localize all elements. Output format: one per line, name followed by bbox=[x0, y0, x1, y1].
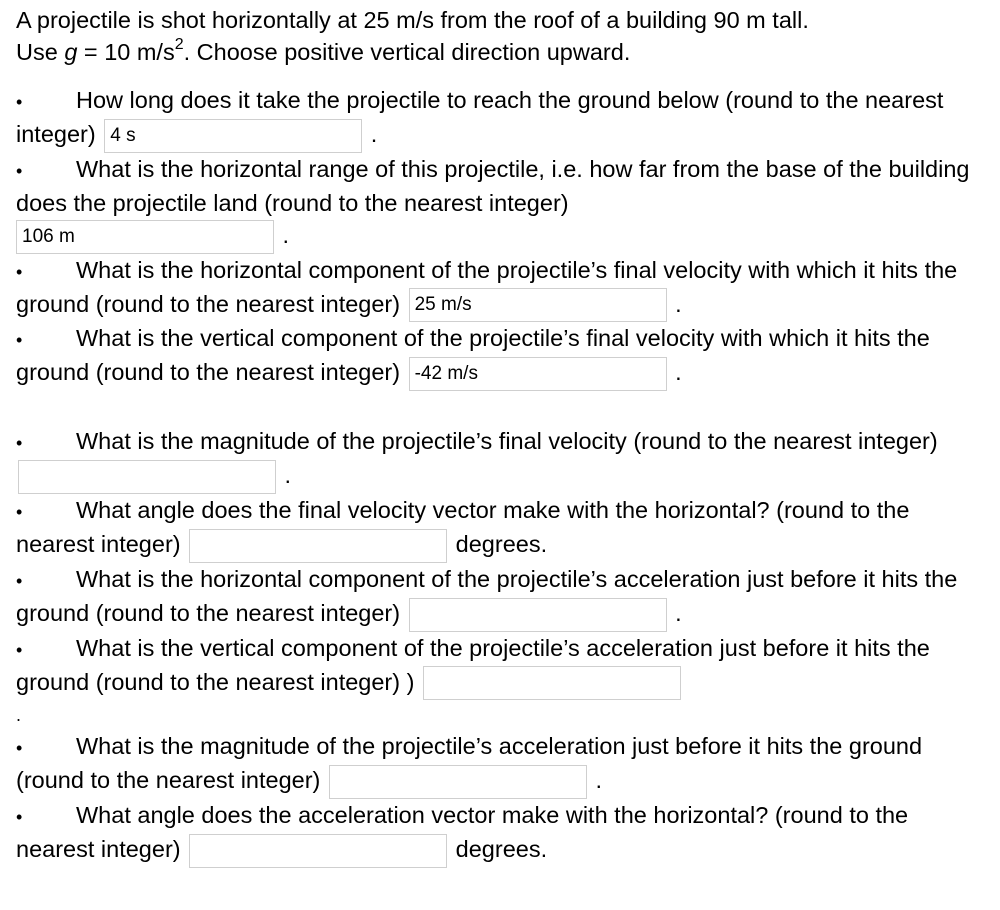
question-suffix: . bbox=[675, 359, 682, 386]
intro-line2-suffix: . Choose positive vertical direction upward. bbox=[183, 39, 631, 65]
answer-input-velocity-angle[interactable] bbox=[189, 529, 447, 563]
bullet-icon bbox=[16, 254, 76, 288]
question-acceleration-angle bbox=[16, 799, 991, 868]
question-text: What is the vertical component of the projectile’s final velocity with which it hits the ground (round to the nearest integer) bbox=[16, 325, 930, 386]
question-text: What angle does the final velocity vector make with the horizontal? (round to the nearest integer) bbox=[16, 496, 910, 557]
bullet-icon bbox=[16, 84, 76, 118]
answer-input-final-ax[interactable] bbox=[409, 598, 667, 632]
answer-input-final-vy[interactable]: -42 m/s bbox=[409, 357, 667, 391]
bullet-icon bbox=[16, 563, 76, 597]
bullet-icon bbox=[16, 153, 76, 187]
stray-bullet-dot: . bbox=[16, 705, 22, 726]
bullet-icon bbox=[16, 494, 76, 528]
answer-input-range[interactable]: 106 m bbox=[16, 220, 274, 254]
answer-input-final-vx[interactable]: 25 m/s bbox=[409, 288, 667, 322]
question-final-velocity-angle bbox=[16, 494, 991, 563]
question-text: What is the magnitude of the projectile’s acceleration just before it hits the ground (round to the nearest integer) bbox=[16, 733, 923, 794]
question-suffix: . bbox=[675, 290, 682, 317]
bullet-icon bbox=[16, 322, 76, 356]
question-suffix: . bbox=[284, 462, 292, 489]
question-suffix: . bbox=[282, 221, 290, 248]
bullet-icon bbox=[16, 425, 76, 459]
problem-statement bbox=[16, 4, 991, 68]
question-suffix: . bbox=[595, 767, 602, 794]
answer-input-final-speed[interactable] bbox=[18, 460, 276, 494]
question-horizontal-range bbox=[16, 153, 991, 254]
intro-line2-eq: = 10 m/s bbox=[77, 39, 175, 65]
question-text: What angle does the acceleration vector make with the horizontal? (round to the nearest integer) bbox=[16, 802, 909, 863]
spacer bbox=[16, 391, 991, 425]
question-final-vx bbox=[16, 254, 991, 323]
g-symbol: g bbox=[64, 39, 78, 65]
answer-input-acceleration-magnitude[interactable] bbox=[329, 765, 587, 799]
question-text: What is the horizontal component of the projectile’s acceleration just before it hits the ground (round to the nearest integer) bbox=[16, 565, 958, 626]
question-suffix: degrees. bbox=[455, 836, 548, 863]
answer-input-time[interactable]: 4 s bbox=[104, 119, 362, 153]
stray-bullet bbox=[16, 700, 991, 730]
question-time-to-ground bbox=[16, 84, 991, 153]
question-text: How long does it take the projectile to reach the ground below (round to the nearest integer) bbox=[16, 87, 944, 147]
question-final-vy bbox=[16, 322, 991, 391]
question-text: What is the vertical component of the projectile’s acceleration just before it hits the ground (round to the nearest integer) ) bbox=[16, 634, 930, 695]
question-suffix: . bbox=[675, 599, 682, 626]
intro-line2-prefix: Use bbox=[16, 39, 65, 65]
bullet-icon bbox=[16, 730, 76, 764]
problem-page bbox=[16, 4, 991, 868]
intro-line1: A projectile is shot horizontally at 25 m/s from the roof of a building 90 m tall. bbox=[16, 7, 809, 33]
bullet-icon bbox=[16, 632, 76, 666]
question-text: What is the magnitude of the projectile’s final velocity (round to the nearest integer) bbox=[76, 428, 938, 455]
question-acceleration-magnitude bbox=[16, 730, 991, 799]
question-suffix: . bbox=[370, 121, 378, 147]
question-suffix: degrees. bbox=[455, 530, 548, 557]
answer-input-final-ay[interactable] bbox=[423, 666, 681, 700]
intro-exponent: 2 bbox=[174, 36, 184, 54]
question-text: What is the horizontal range of this projectile, i.e. how far from the base of the building does the projectile land (round to the nearest integer) bbox=[16, 155, 970, 216]
question-text: What is the horizontal component of the projectile’s final velocity with which it hits the ground (round to the nearest integer) bbox=[16, 256, 958, 317]
bullet-icon bbox=[16, 799, 76, 833]
answer-input-acceleration-angle[interactable] bbox=[189, 834, 447, 868]
question-final-ax bbox=[16, 563, 991, 632]
question-final-speed bbox=[16, 425, 991, 494]
spacer bbox=[16, 68, 991, 84]
question-final-ay bbox=[16, 632, 991, 701]
